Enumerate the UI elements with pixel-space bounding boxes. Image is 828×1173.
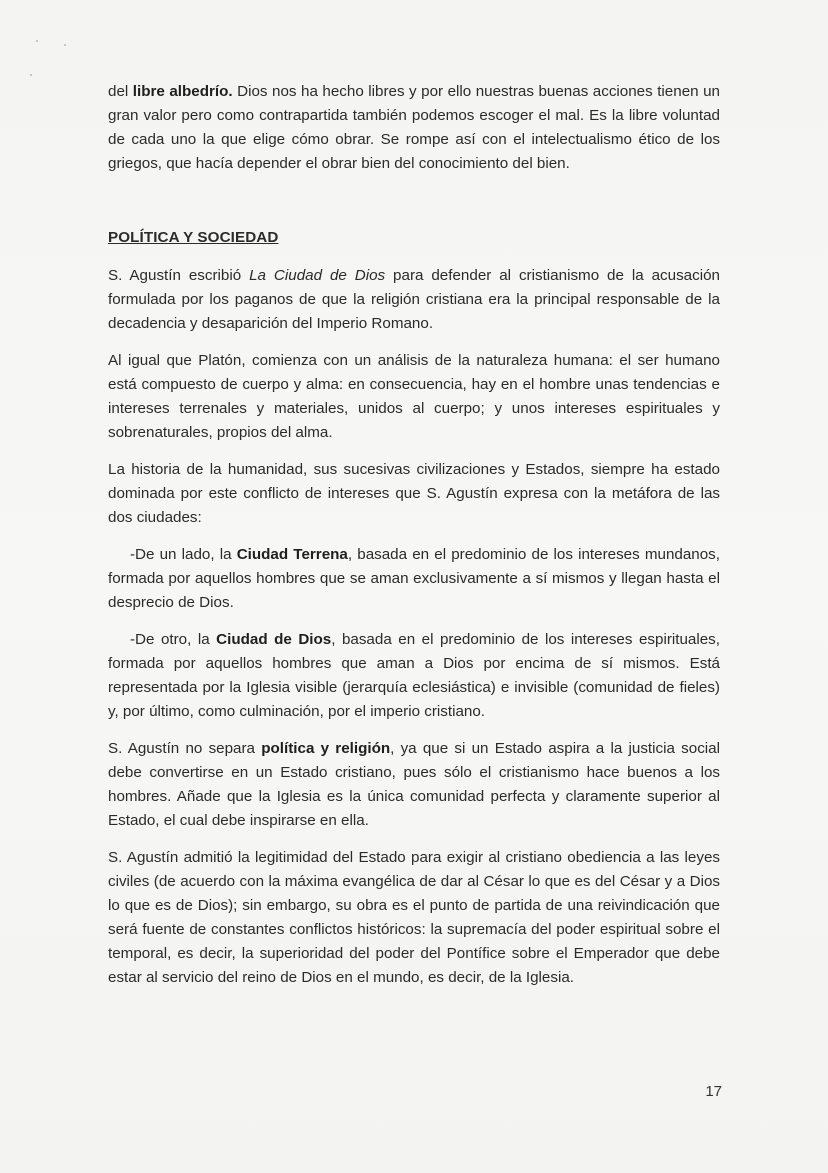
paragraph-naturaleza-humana: Al igual que Platón, comienza con un análisis de la naturaleza humana: el ser humano está compuesto de cuerpo y alma: en consecuencia, hay en el hombre unas tendencias e intereses terrenales y materiales, unidos al cuerpo; y unos intereses espirituales y sobrenaturales, propios del alma.	[108, 352, 720, 441]
text-run: del	[108, 83, 133, 100]
paragraph-ciudad-de-dios	[108, 628, 720, 724]
text-run: , basada en el predominio de los intereses espirituales, formada por aquellos hombres que aman a Dios por encima de sí mismos. Está representada por la Iglesia visible (jerarquía eclesiástica) e invisible (comunidad de fieles) y, por último, como culminación, por el imperio cristiano.	[108, 631, 720, 720]
page-number: 17	[705, 1083, 722, 1100]
paragraph-ciudad-terrena	[108, 543, 720, 615]
paragraph-historia: La historia de la humanidad, sus sucesivas civilizaciones y Estados, siempre ha estado dominada por este conflicto de intereses que S. Agustín expresa con la metáfora de las dos ciudades:	[108, 461, 720, 526]
text-run: S. Agustín no separa	[108, 740, 262, 757]
text-run: S. Agustín escribió	[108, 267, 250, 284]
bold-term: política y religión	[261, 740, 391, 757]
text-run: para defender al cristianismo de la acusación formulada por los paganos de que la religión cristiana era la principal responsable de la decadencia y desaparición del Imperio Romano.	[108, 267, 720, 332]
text-run: -De un lado, la	[130, 546, 237, 563]
text-run: -De otro, la	[130, 631, 217, 648]
section-title: POLÍTICA Y SOCIEDAD	[108, 229, 279, 246]
text-run: , basada en el predominio de los intereses mundanos, formada por aquellos hombres que se aman exclusivamente a sí mismos y llegan hasta el desprecio de Dios.	[108, 546, 720, 611]
scan-speck	[36, 40, 38, 42]
paragraph-legitimidad-estado: S. Agustín admitió la legitimidad del Estado para exigir al cristiano obediencia a las leyes civiles (de acuerdo con la máxima evangélica de dar al César lo que es del César y a Dios lo que es de Dios); sin embargo, su obra es el punto de partida de una reivindicación que será fuente de constantes conflictos históricos: la supremacía del poder espiritual sobre el temporal, es decir, la superioridad del poder del Pontífice sobre el Emperador que debe estar al servicio del reino de Dios en el mundo, es decir, de la Iglesia.	[108, 849, 720, 986]
paragraph-ciudad-de-dios-intro	[108, 264, 720, 336]
scan-speck	[64, 44, 66, 46]
text-run: , ya que si un Estado aspira a la justicia social debe convertirse en un Estado cristiano, pues sólo el cristianismo hace buenos a los hombres. Añade que la Iglesia es la única comunidad perfecta y claramente superior al Estado, el cual debe inspirarse en ella.	[108, 740, 720, 829]
bold-term: libre albedrío.	[132, 83, 233, 100]
document-body	[108, 80, 720, 1003]
text-run: Dios nos ha hecho libres y por ello nuestras buenas acciones tienen un gran valor pero como contrapartida también podemos escoger el mal. Es la libre voluntad de cada uno la que elige cómo obrar. Se rompe así con el intelectualismo ético de los griegos, que hacía depender el obrar bien del conocimiento del bien.	[108, 83, 720, 172]
book-title: La Ciudad de Dios	[249, 267, 386, 284]
bold-term: Ciudad de Dios	[216, 631, 332, 648]
bold-term: Ciudad Terrena	[236, 546, 348, 563]
paragraph-politica-religion	[108, 737, 720, 833]
paragraph-libre-albedrio	[108, 80, 720, 176]
scan-speck	[30, 74, 32, 76]
